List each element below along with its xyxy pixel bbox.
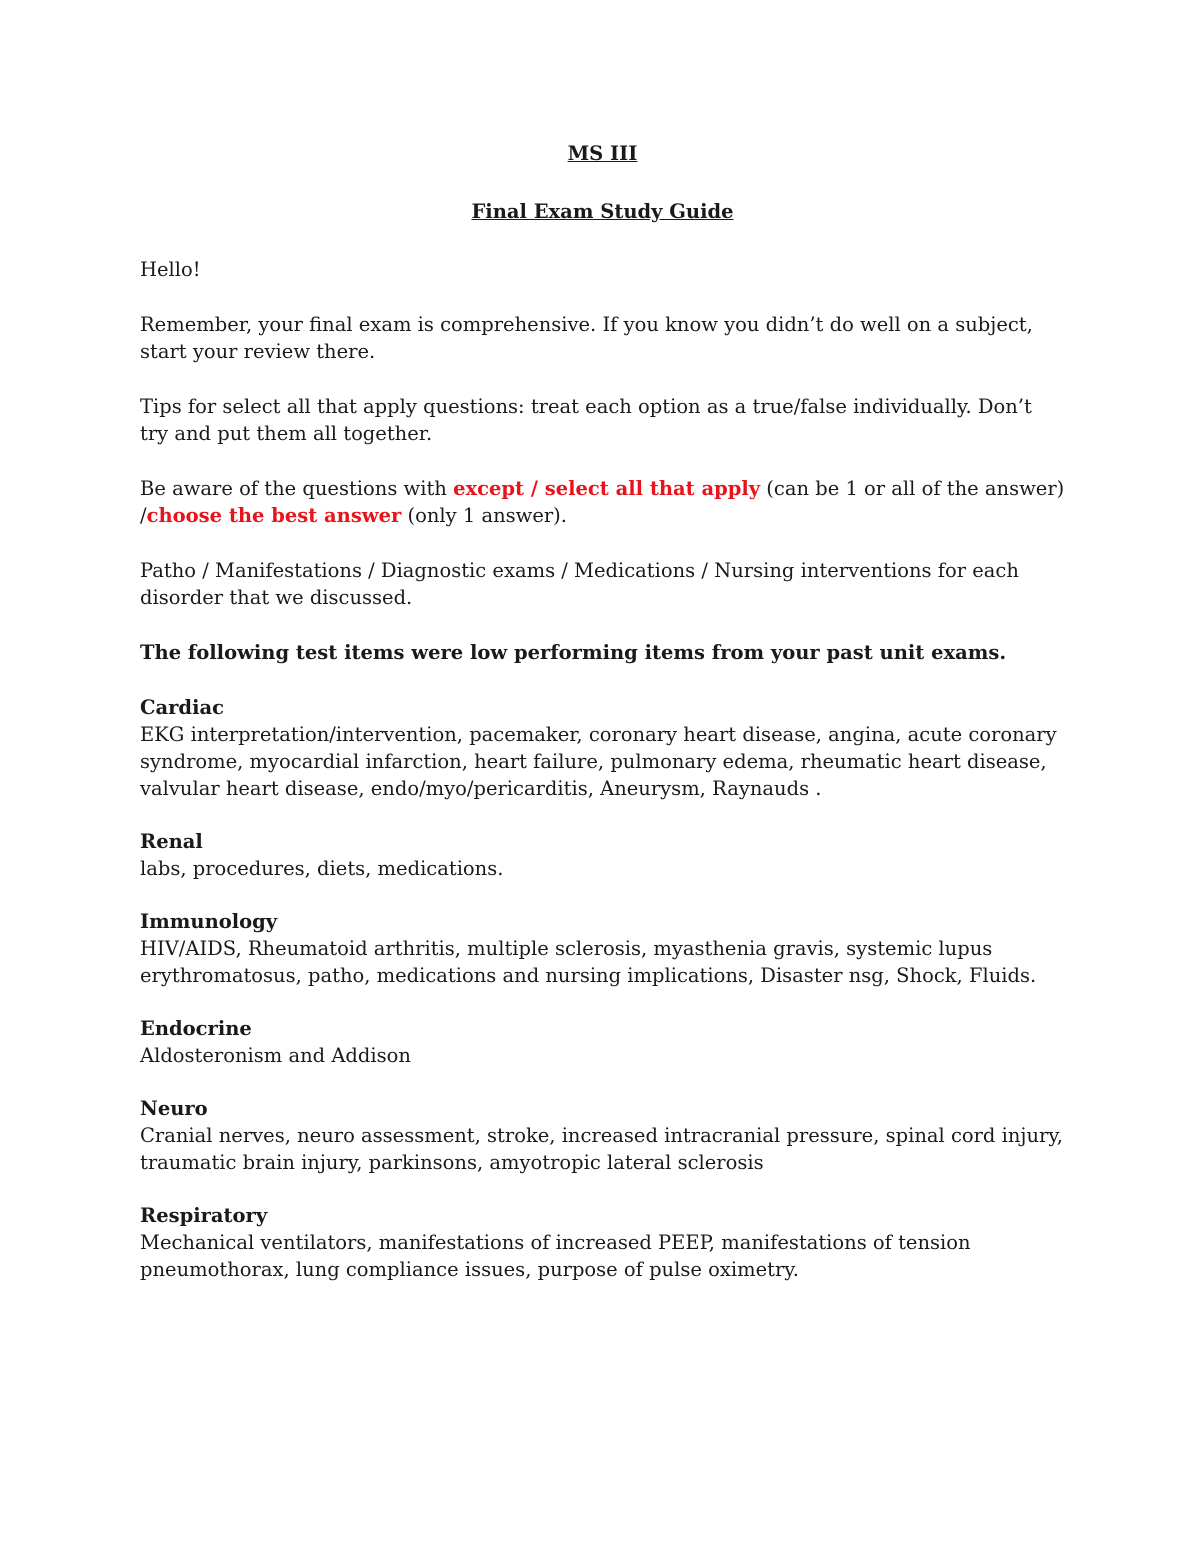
section-respiratory	[140, 1202, 1065, 1283]
document-subtitle: Final Exam Study Guide	[471, 200, 734, 223]
separator: /	[524, 477, 545, 500]
section-endocrine	[140, 1015, 1065, 1069]
section-text: HIV/AIDS, Rheumatoid arthritis, multiple sclerosis, myasthenia gravis, systemic lupus erythromatosus, patho, medications and nursing implications, Disaster nsg, Shock, Fluids.	[140, 937, 1037, 987]
question-types-mid: (can be 1 or all of the answer) /	[140, 477, 1065, 527]
section-title: Cardiac	[140, 696, 224, 719]
document-title: MS III	[567, 142, 638, 165]
question-types-suffix: (only 1 answer).	[401, 504, 567, 527]
except-highlight: except	[453, 477, 525, 500]
section-neuro	[140, 1095, 1065, 1176]
section-title: Neuro	[140, 1097, 208, 1120]
select-all-highlight: select all that apply	[544, 477, 761, 500]
question-types-prefix: Be aware of the questions with	[140, 477, 454, 500]
reminder-paragraph: Remember, your final exam is comprehensive. If you know you didn’t do well on a subject, start your review there.	[140, 313, 1033, 363]
section-title: Renal	[140, 830, 203, 853]
section-title: Immunology	[140, 910, 278, 933]
question-types-paragraph	[140, 475, 1065, 529]
section-immunology	[140, 908, 1065, 989]
section-text: Aldosteronism and Addison	[140, 1044, 411, 1067]
document-body	[140, 140, 1065, 1309]
section-text: Mechanical ventilators, manifestations of increased PEEP, manifestations of tension pneumothorax, lung compliance issues, purpose of pulse oximetry.	[140, 1231, 971, 1281]
section-title: Respiratory	[140, 1204, 268, 1227]
section-title: Endocrine	[140, 1017, 252, 1040]
section-text: EKG interpretation/intervention, pacemaker, coronary heart disease, angina, acute coronary syndrome, myocardial infarction, heart failure, pulmonary edema, rheumatic heart disease, valvular heart disease, endo/myo/pericarditis, Aneurysm, Raynauds .	[140, 723, 1057, 800]
low-performing-heading: The following test items were low performing items from your past unit exams.	[140, 641, 1007, 664]
section-text: labs, procedures, diets, medications.	[140, 857, 504, 880]
section-text: Cranial nerves, neuro assessment, stroke, increased intracranial pressure, spinal cord injury, traumatic brain injury, parkinsons, amyotropic lateral sclerosis	[140, 1124, 1063, 1174]
section-cardiac	[140, 694, 1065, 802]
tips-paragraph: Tips for select all that apply questions: treat each option as a true/false individually. Don’t try and put them all together.	[140, 395, 1032, 445]
greeting: Hello!	[140, 258, 201, 281]
topics-paragraph: Patho / Manifestations / Diagnostic exams / Medications / Nursing interventions for each disorder that we discussed.	[140, 559, 1019, 609]
section-renal	[140, 828, 1065, 882]
best-answer-highlight: choose the best answer	[146, 504, 402, 527]
